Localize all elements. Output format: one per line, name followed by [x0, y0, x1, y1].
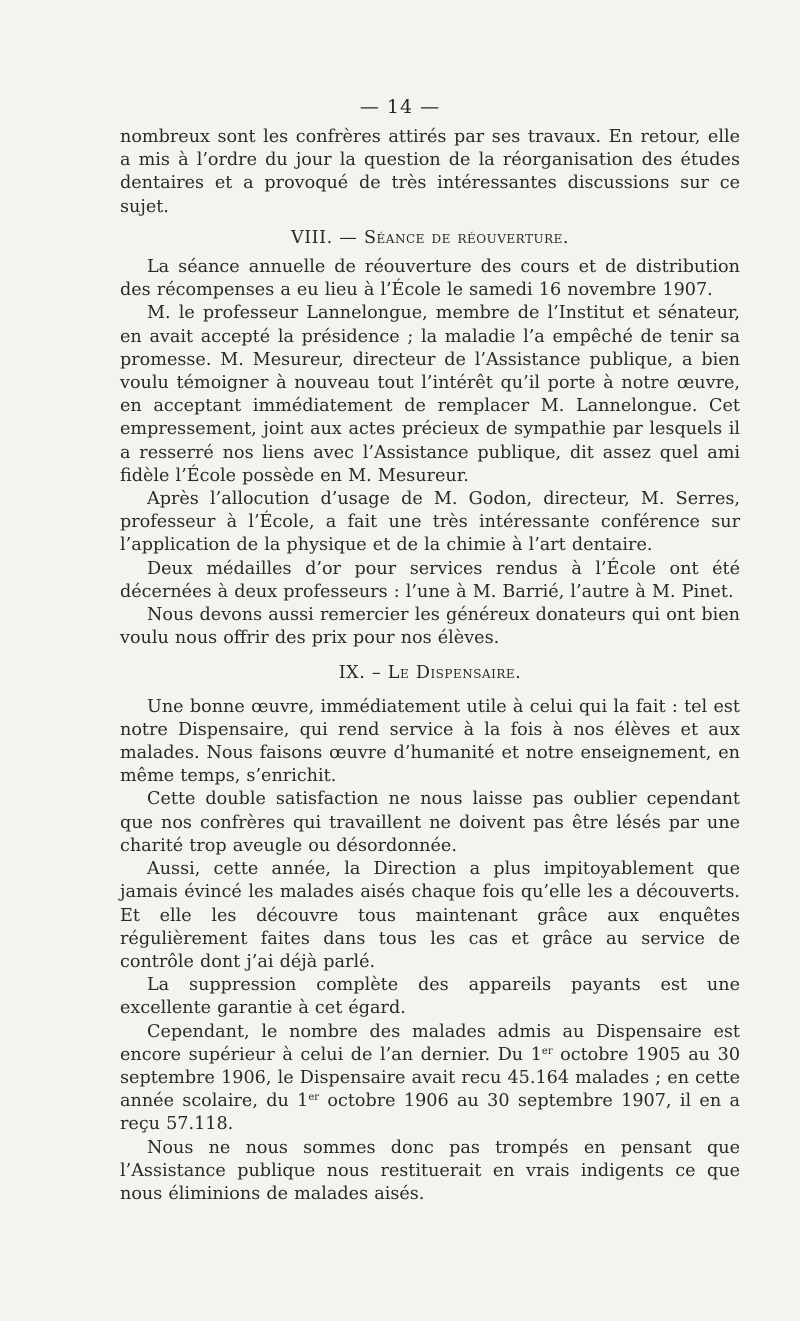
paragraph: nombreux sont les confrères attirés par ses travaux. En retour, elle a mis à l’ordre du jour la question de la réorganisation des études dentaires et a provoqué de très intéressantes discussions sur ce sujet.	[120, 127, 740, 217]
section-number: IX. –	[338, 663, 388, 684]
paragraph: Une bonne œuvre, immédiatement utile à celui qui la fait : tel est notre Dispensaire, qui rend service à la fois à nos élèves et aux malades. Nous faisons œuvre d’humanité et notre enseignement, en même temps, s’enrichit.	[120, 696, 740, 787]
paragraph: M. le professeur Lannelongue, membre de l’Institut et sénateur, en avait accepté la présidence ; la maladie l’a empêché de tenir sa promesse. M. Mesureur, directeur de l’Assistance publique, a bien voulu témoigner à nouveau tout l’intérêt qu’il porte à notre œuvre, en acceptant immédiatement de remplacer M. Lannelongue. Cet empressement, joint aux actes précieux de sympathie par lesquels il a resserré nos liens avec l’Assistance publique, dit assez quel ami fidèle l’École possède en M. Mesureur.	[120, 303, 740, 486]
section-heading-viii	[120, 227, 740, 250]
paragraph: Nous ne nous sommes donc pas trompés en pensant que l’Assistance publique nous restituerait en vrais indigents ce que nous éliminions de malades aisés.	[120, 1137, 740, 1204]
paragraph: Deux médailles d’or pour services rendus à l’École ont été décernées à deux professeurs : l’une à M. Barrié, l’autre à M. Pinet.	[120, 558, 740, 602]
stats-text-3: octobre 1906 au 30 septembre 1907, il en a reçu 57.118.	[120, 1091, 740, 1135]
ordinal-superscript: er	[308, 1092, 320, 1104]
ordinal-superscript: er	[541, 1045, 553, 1057]
section-title: Séance de réouverture.	[363, 227, 569, 248]
page-number: — 14 —	[359, 96, 441, 118]
paragraph: Aussi, cette année, la Direction a plus impitoyablement que jamais évincé les malades aisés chaque fois qu’elle les a découverts. Et elle les découvre tous maintenant grâce aux enquêtes régulièrement faites dans tous les cas et grâce au service de contrôle dont j’ai déjà parlé.	[120, 859, 740, 972]
paragraph: Cette double satisfaction ne nous laisse pas oublier cependant que nos confrères qui travaillent ne doivent pas être lésés par une charité trop aveugle ou désordonnée.	[120, 789, 740, 856]
paragraph: Après l’allocution d’usage de M. Godon, directeur, M. Serres, professeur à l’École, a fait une très intéressante conférence sur l’application de la physique et de la chimie à l’art dentaire.	[120, 489, 740, 556]
body-text	[120, 126, 740, 1206]
section-heading-ix	[120, 662, 740, 685]
paragraph: La suppression complète des appareils payants est une excellente garantie à cet égard.	[120, 975, 740, 1019]
section-title: Le Dispensaire.	[387, 663, 522, 684]
paragraph-statistics	[120, 1021, 740, 1137]
stats-text-1: Cependant, le nombre des malades admis au Dispensaire est encore supérieur à celui de l’an dernier. Du 1	[120, 1021, 740, 1065]
paragraph: La séance annuelle de réouverture des cours et de distribution des récompenses a eu lieu à l’École le samedi 16 novembre 1907.	[120, 257, 740, 301]
section-number: VIII. —	[291, 227, 364, 248]
stats-text-2: octobre 1905 au 30 septembre 1906, le Dispensaire avait recu 45.164 malades ; en cette année scolaire, du 1	[120, 1044, 741, 1112]
paragraph: Nous devons aussi remercier les généreux donateurs qui ont bien voulu nous offrir des prix pour nos élèves.	[120, 605, 740, 649]
